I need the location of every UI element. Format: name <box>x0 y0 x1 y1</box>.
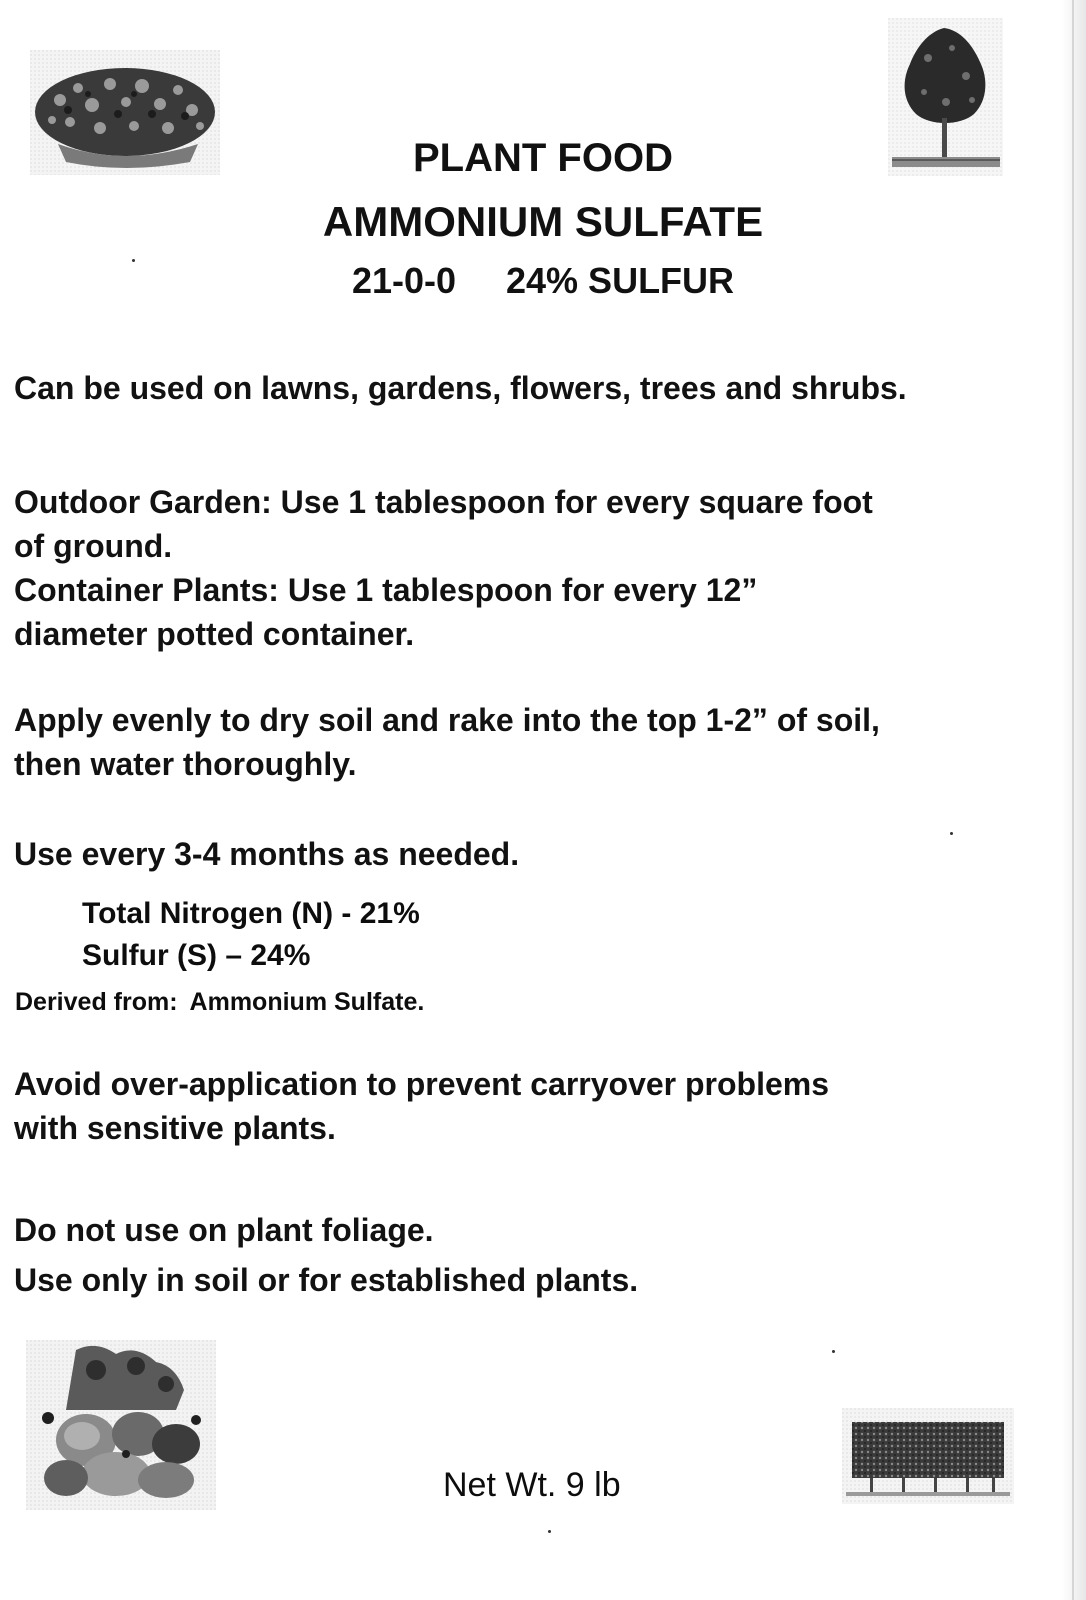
sulfur-content: 24% SULFUR <box>506 260 735 301</box>
derived-from-value: Ammonium Sulfate. <box>189 988 425 1016</box>
uses-text: Can be used on lawns, gardens, flowers, trees and shrubs. <box>14 370 907 406</box>
foliage-line-2: Use only in soil or for established plants. <box>14 1262 639 1298</box>
scan-speck <box>832 1350 835 1353</box>
derived-from <box>15 988 424 1017</box>
nitrogen-analysis: Total Nitrogen (N) - 21% <box>82 897 420 930</box>
derived-from-label: Derived from: <box>15 988 178 1016</box>
foliage-warning <box>14 1205 1054 1305</box>
sulfur-analysis: Sulfur (S) – 24% <box>82 939 311 972</box>
outdoor-garden-line-1: Outdoor Garden: Use 1 tablespoon for every square foot <box>14 484 873 520</box>
uses-paragraph <box>14 366 1054 410</box>
frequency-paragraph <box>14 832 1054 876</box>
foliage-line-1: Do not use on plant foliage. <box>14 1212 434 1248</box>
container-plants-line-1: Container Plants: Use 1 tablespoon for every 12” <box>14 572 758 608</box>
apply-line-1: Apply evenly to dry soil and rake into the top 1-2” of soil, <box>14 702 880 738</box>
hedge-image <box>842 1408 1014 1504</box>
npk-grade: 21-0-0 <box>351 260 456 301</box>
vegetables-image <box>26 1340 216 1510</box>
label-title: PLANT FOOD <box>413 136 673 180</box>
caution-line-2: with sensitive plants. <box>14 1110 336 1146</box>
caution-line-1: Avoid over-application to prevent carryover problems <box>14 1066 830 1102</box>
container-plants-line-2: diameter potted container. <box>14 616 415 652</box>
product-name: AMMONIUM SULFATE <box>322 198 764 245</box>
frequency-text: Use every 3-4 months as needed. <box>14 836 520 872</box>
apply-instructions <box>14 698 1054 786</box>
scan-speck <box>548 1530 551 1533</box>
application-rates <box>14 480 1054 656</box>
outdoor-garden-line-2: of ground. <box>14 528 173 564</box>
apply-line-2: then water thoroughly. <box>14 746 357 782</box>
grade-line <box>0 260 1086 302</box>
net-weight: Net Wt. 9 lb <box>443 1466 621 1504</box>
caution-paragraph <box>14 1062 1054 1150</box>
guaranteed-analysis <box>82 893 420 977</box>
